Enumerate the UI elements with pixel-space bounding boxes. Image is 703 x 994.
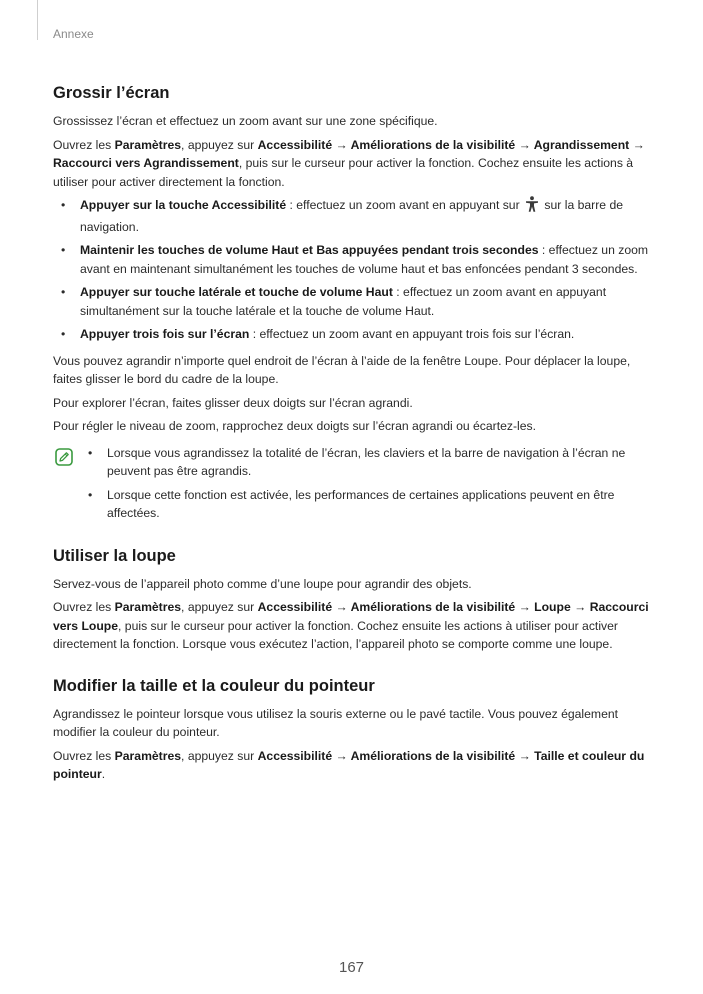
settings-path: Ouvrez les Paramètres, appuyez sur Accessibilité → Améliorations de la visibilité → Agrandissement → Raccourci vers Agrandissement, puis sur le curseur pour activer la fonction. Cochez ensuite les actions à utiliser pour activer directement la fonction. xyxy=(53,137,645,189)
list-item: • Maintenir les touches de volume Haut et Bas appuyées pendant trois secondes : effectuez un zoom avant en maintenant simultanément les touches de volume haut et bas enfoncées pendant 3 secondes. xyxy=(53,241,653,278)
list-item: • Appuyer trois fois sur l’écran : effectuez un zoom avant en appuyant trois fois sur l’écran. xyxy=(53,325,653,344)
note-pencil-icon xyxy=(55,448,73,472)
page-margin-rule xyxy=(37,0,38,40)
accessibility-icon xyxy=(525,196,539,218)
menu-path: Accessibilité → Améliorations de la visibilité → Agrandissement → Raccourci vers Agrandissement xyxy=(53,137,645,170)
settings-label: Paramètres xyxy=(114,600,182,614)
settings-label: Paramètres xyxy=(114,137,182,152)
section-utiliser-loupe xyxy=(53,545,653,654)
list-item: • Lorsque cette fonction est activée, les performances de certaines applications peuvent en être affectées. xyxy=(80,486,653,523)
list-item: • Appuyer sur la touche Accessibilité : effectuez un zoom avant en appuyant sur sur la barre de navigation. xyxy=(53,196,653,236)
page-content xyxy=(53,82,653,789)
paragraph: Vous pouvez agrandir n’importe quel endroit de l’écran à l’aide de la fenêtre Loupe. Pour déplacer la loupe, faites glisser le bord du cadre de la loupe. xyxy=(53,353,631,386)
section-intro: Servez-vous de l’appareil photo comme d’une loupe pour agrandir des objets. xyxy=(53,576,472,591)
note-box xyxy=(53,444,653,523)
section-pointeur xyxy=(53,675,653,784)
running-head: Annexe xyxy=(53,27,94,41)
section-intro: Grossissez l’écran et effectuez un zoom avant sur une zone spécifique. xyxy=(53,114,438,128)
section-title: Utiliser la loupe xyxy=(53,546,176,565)
menu-path: Accessibilité → Améliorations de la visibilité → Loupe → Raccourci vers Loupe xyxy=(53,600,649,633)
section-grossir-ecran xyxy=(53,82,653,523)
note-list xyxy=(80,444,653,523)
menu-path: Accessibilité → Améliorations de la visibilité → Taille et couleur du pointeur xyxy=(53,748,645,781)
section-title: Grossir l’écran xyxy=(53,84,170,102)
list-item: • Appuyer sur touche latérale et touche de volume Haut : effectuez un zoom avant en appuyant simultanément sur la touche latérale et la touche de volume Haut. xyxy=(53,283,653,320)
section-title: Modifier la taille et la couleur du pointeur xyxy=(53,676,375,695)
list-item: • Lorsque vous agrandissez la totalité de l’écran, les claviers et la barre de navigation à l’écran ne peuvent pas être agrandis. xyxy=(80,444,653,481)
settings-label: Paramètres xyxy=(114,748,182,763)
page-number: 167 xyxy=(338,959,365,976)
settings-path: Ouvrez les Paramètres, appuyez sur Accessibilité → Améliorations de la visibilité → Taille et couleur du pointeur. xyxy=(53,748,645,781)
shortcut-list xyxy=(53,196,653,344)
paragraph: Pour explorer l’écran, faites glisser deux doigts sur l’écran agrandi. xyxy=(53,395,413,410)
section-intro: Agrandissez le pointeur lorsque vous utilisez la souris externe ou le pavé tactile. Vous pouvez également modifier la couleur du pointeur. xyxy=(53,706,619,739)
paragraph: Pour régler le niveau de zoom, rapprochez deux doigts sur l’écran agrandi ou écartez-les. xyxy=(53,419,537,433)
settings-path: Ouvrez les Paramètres, appuyez sur Accessibilité → Améliorations de la visibilité → Loupe → Raccourci vers Loupe, puis sur le curseur pour activer la fonction. Cochez ensuite les actions à utiliser pour activer directement la fonction. Lorsque vous exécutez l’action, l’appareil photo se comporte comme une loupe. xyxy=(53,600,649,651)
